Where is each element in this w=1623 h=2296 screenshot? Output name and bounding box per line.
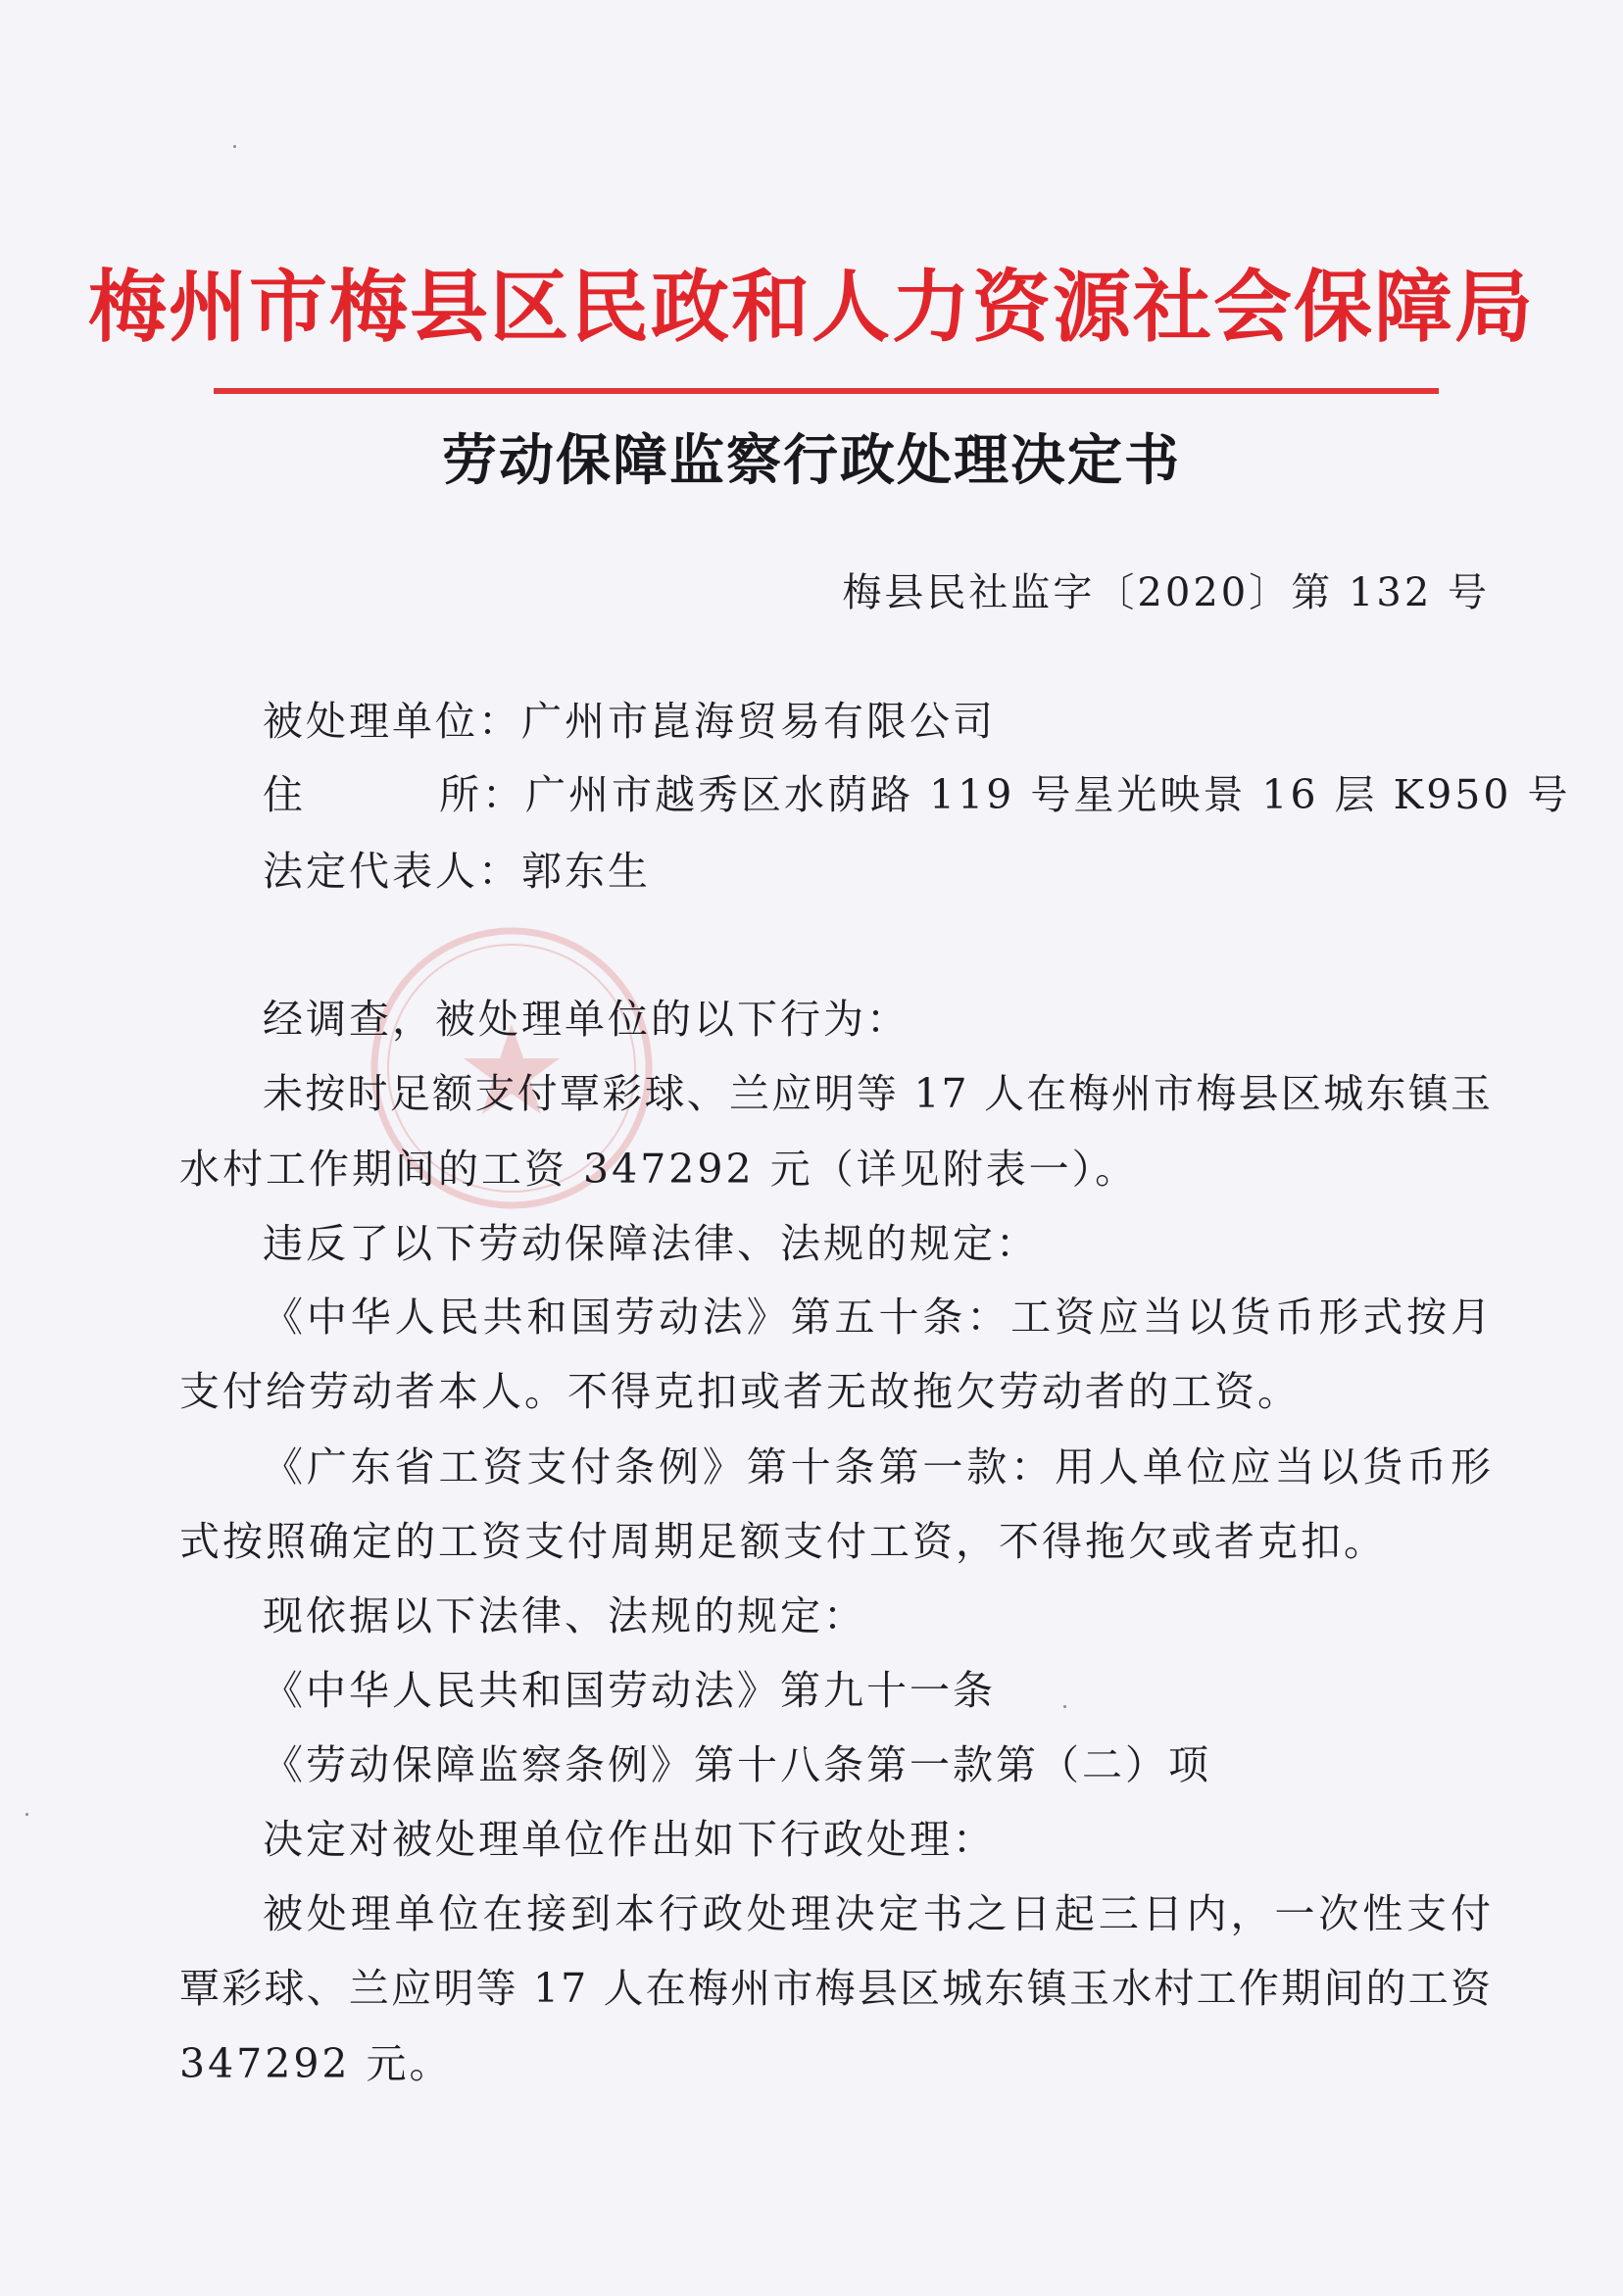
party-address-label-a: 住	[263, 771, 306, 818]
party-address-line	[263, 765, 1571, 824]
paragraph-violation-line-1: 未按时足额支付覃彩球、兰应明等 17 人在梅州市梅县区城东镇玉	[263, 1070, 1493, 1117]
paragraph-violation-line-2: 水村工作期间的工资 347292 元（详见附表一）。	[179, 1146, 1139, 1193]
party-unit-value: 广州市崑海贸易有限公司	[521, 698, 996, 745]
paragraph-decision-line-1: 被处理单位在接到本行政处理决定书之日起三日内，一次性支付	[263, 1890, 1493, 1937]
paragraph-decision-line-3: 347292 元。	[179, 2040, 453, 2087]
paragraph-labor-law-line-2: 支付给劳动者本人。不得克扣或者无故拖欠劳动者的工资。	[179, 1368, 1301, 1415]
red-divider-line	[214, 388, 1439, 394]
scan-speck	[233, 145, 236, 148]
paragraph-basis-article-91: 《中华人民共和国劳动法》第九十一条	[263, 1667, 996, 1714]
party-representative-line	[263, 842, 651, 901]
party-unit-line	[263, 692, 996, 751]
paragraph-legal-basis: 现依据以下法律、法规的规定：	[263, 1592, 866, 1639]
issuing-authority-header: 梅州市梅县区民政和人力资源社会保障局	[88, 261, 1535, 353]
paragraph-violated-laws: 违反了以下劳动保障法律、法规的规定：	[263, 1220, 1039, 1267]
party-representative-value: 郭东生	[521, 848, 651, 895]
party-address-label-b: 所：	[439, 771, 525, 818]
scan-speck	[25, 1813, 28, 1816]
party-representative-label: 法定代表人：	[263, 848, 521, 895]
paragraph-investigation: 经调查，被处理单位的以下行为：	[263, 996, 910, 1043]
paragraph-basis-supervision-regulation: 《劳动保障监察条例》第十八条第一款第（二）项	[263, 1741, 1211, 1788]
party-address-value: 广州市越秀区水荫路 119 号星光映景 16 层 K950 号	[525, 771, 1571, 818]
document-title: 劳动保障监察行政处理决定书	[442, 428, 1181, 493]
paragraph-guangdong-regulation-line-1: 《广东省工资支付条例》第十条第一款：用人单位应当以货币形	[263, 1443, 1493, 1490]
document-number: 梅县民社监字〔2020〕第 132 号	[842, 570, 1490, 615]
paragraph-decision-line-2: 覃彩球、兰应明等 17 人在梅州市梅县区城东镇玉水村工作期间的工资	[179, 1965, 1493, 2012]
party-unit-label: 被处理单位：	[263, 698, 521, 745]
paragraph-guangdong-regulation-line-2: 式按照确定的工资支付周期足额支付工资，不得拖欠或者克扣。	[179, 1518, 1387, 1565]
scan-speck	[1063, 1705, 1066, 1708]
paragraph-labor-law-line-1: 《中华人民共和国劳动法》第五十条：工资应当以货币形式按月	[263, 1294, 1493, 1341]
paragraph-decision-intro: 决定对被处理单位作出如下行政处理：	[263, 1816, 996, 1863]
